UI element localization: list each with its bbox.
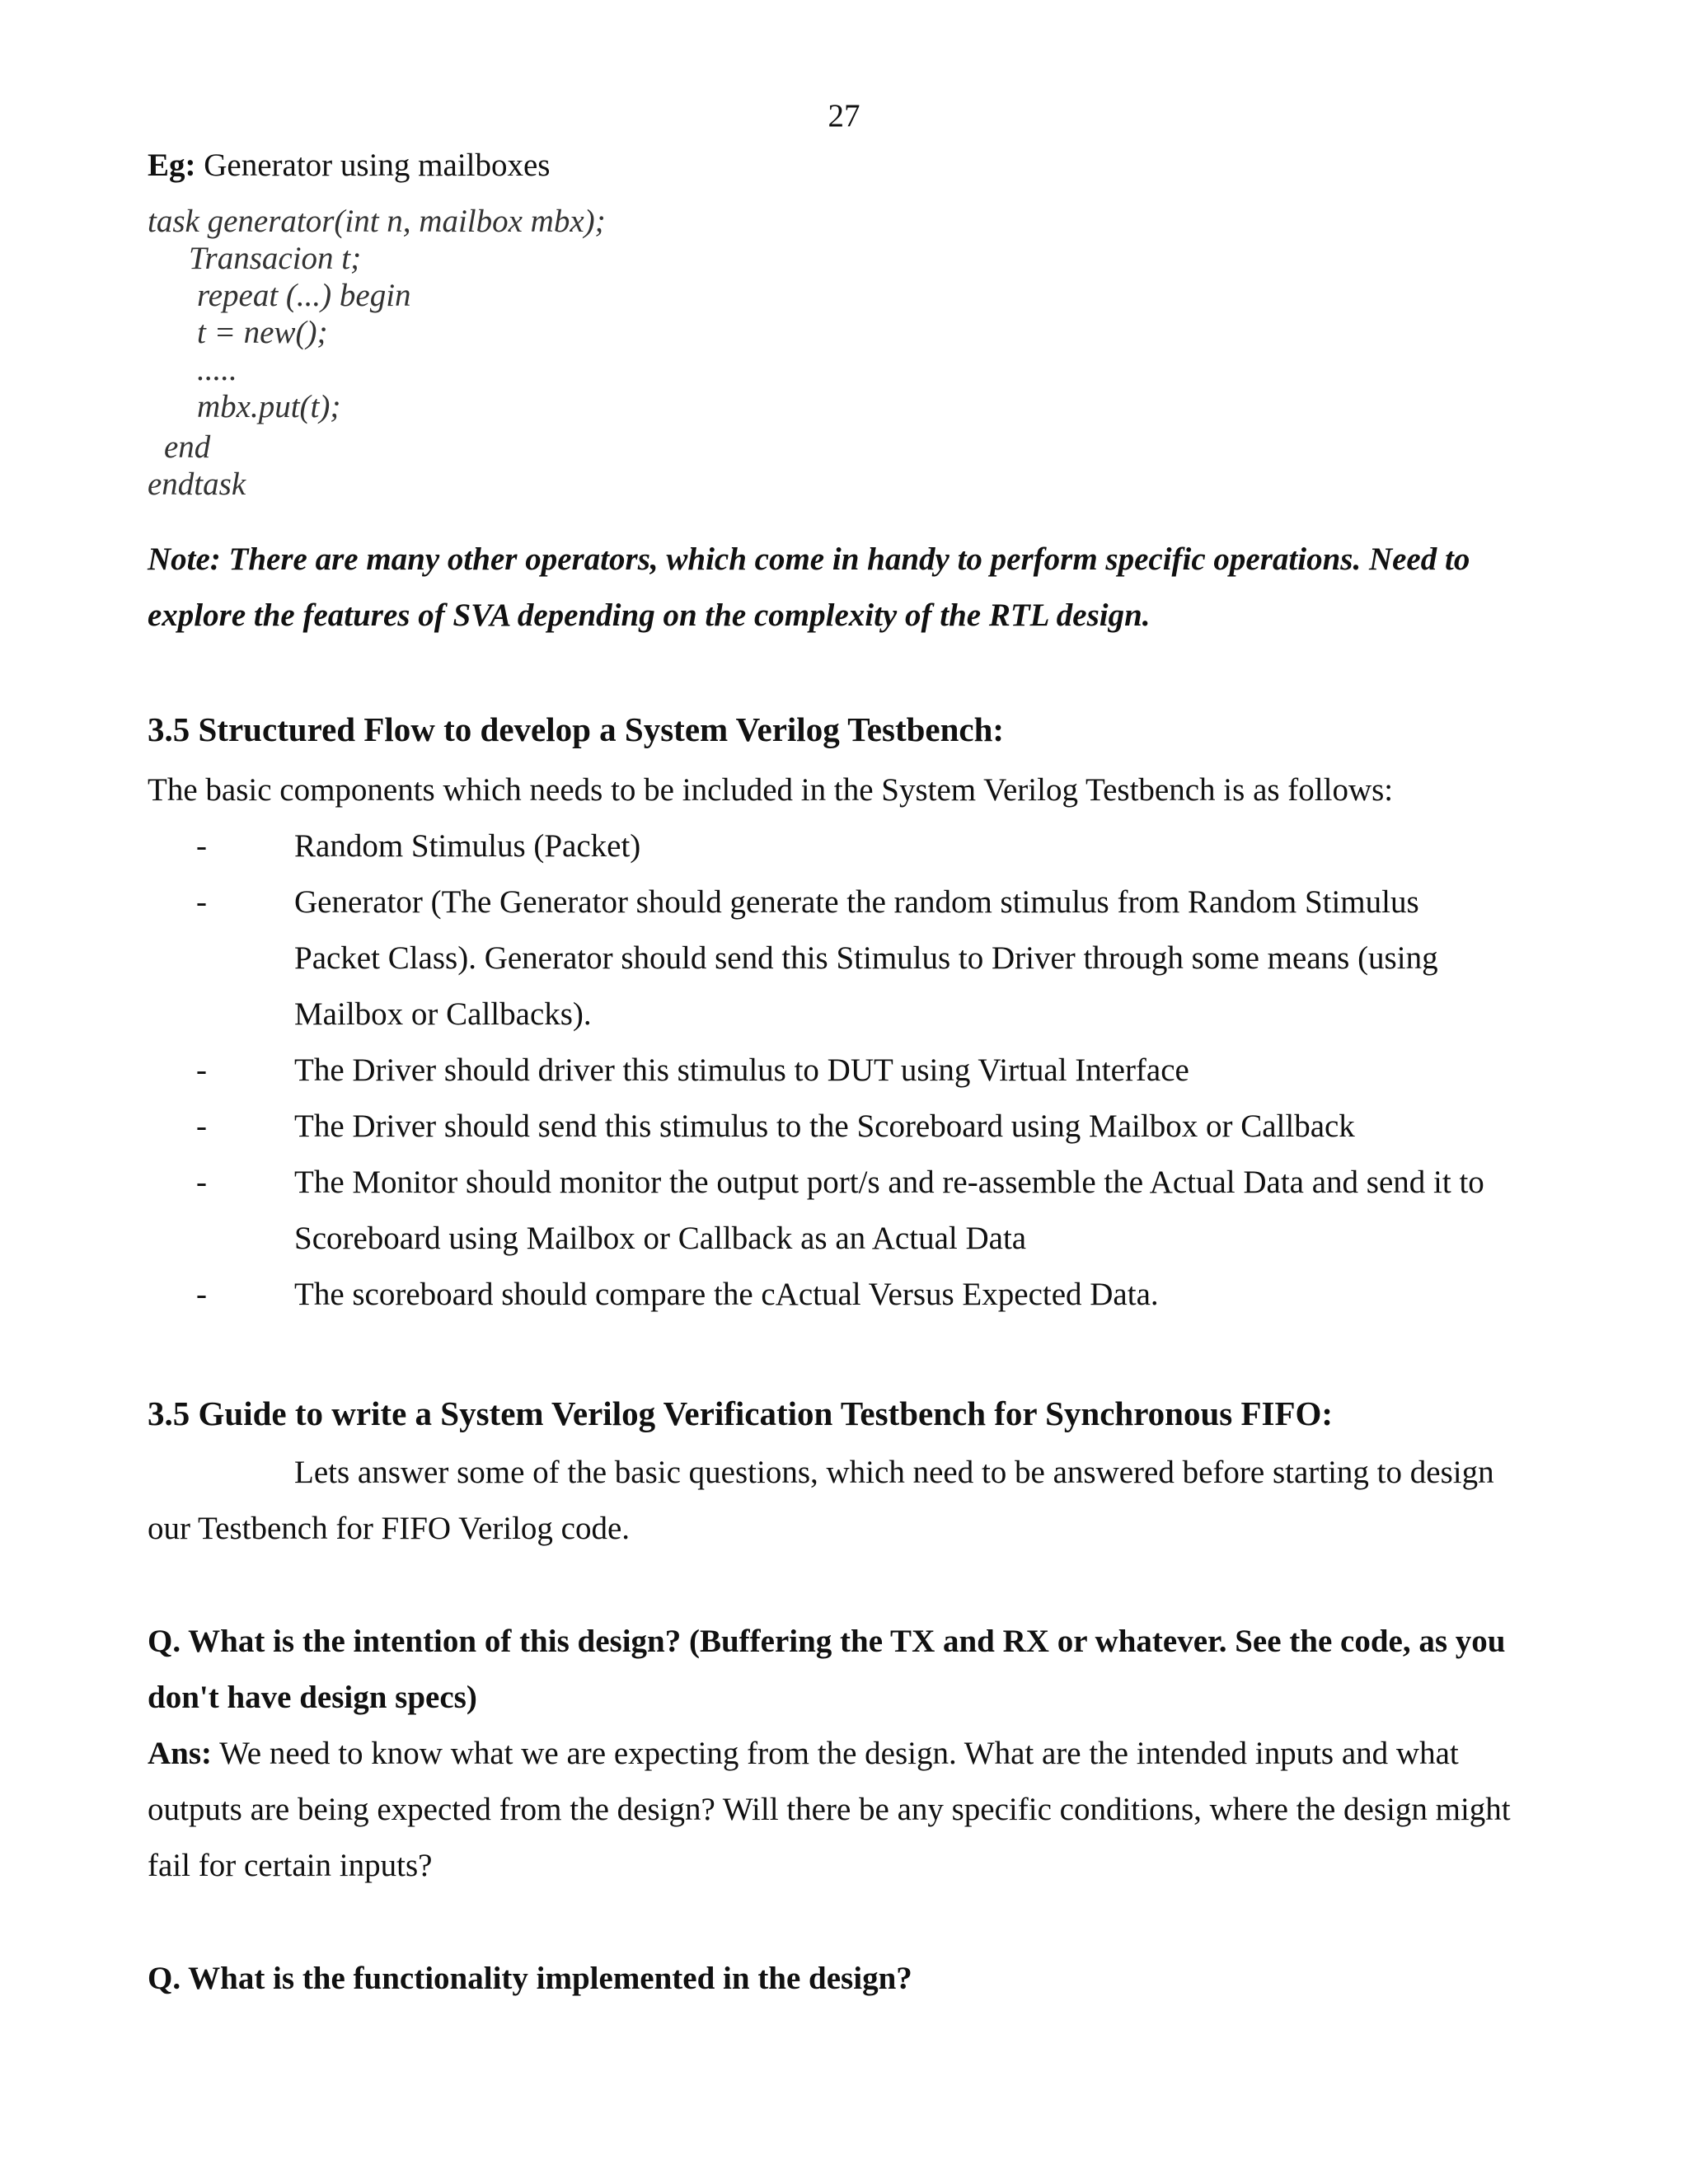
paragraph-line: our Testbench for FIFO Verilog code. bbox=[148, 1511, 631, 1546]
list-item: The Driver should send this stimulus to the Scoreboard using Mailbox or Callback bbox=[294, 1108, 1355, 1144]
note-line: explore the features of SVA depending on the complexity of the RTL design. bbox=[148, 598, 1151, 633]
example-heading bbox=[148, 147, 550, 185]
question-line: Q. What is the intention of this design? (Buffering the TX and RX or whatever. See the code, as you bbox=[148, 1624, 1506, 1659]
code-line: endtask bbox=[148, 466, 246, 502]
list-item-continuation: Packet Class). Generator should send this Stimulus to Driver through some means (using bbox=[294, 940, 1438, 976]
list-bullet-dash: - bbox=[196, 1052, 207, 1088]
question-line: Q. What is the functionality implemented in the design? bbox=[148, 1961, 912, 1996]
code-line: Transacion t; bbox=[189, 241, 362, 276]
list-item-continuation: Mailbox or Callbacks). bbox=[294, 996, 592, 1032]
list-bullet-dash: - bbox=[196, 1277, 207, 1312]
list-item: The Driver should driver this stimulus to DUT using Virtual Interface bbox=[294, 1052, 1189, 1088]
paragraph-line: Lets answer some of the basic questions, which need to be answered before starting to design bbox=[294, 1455, 1494, 1490]
list-item: Random Stimulus (Packet) bbox=[294, 828, 641, 864]
code-line: t = new(); bbox=[197, 315, 328, 350]
page-number: 27 bbox=[828, 98, 860, 134]
code-line: end bbox=[164, 429, 211, 465]
list-bullet-dash: - bbox=[196, 884, 207, 920]
list-bullet-dash: - bbox=[196, 1108, 207, 1144]
code-line: mbx.put(t); bbox=[197, 389, 341, 424]
list-bullet-dash: - bbox=[196, 828, 207, 864]
code-line: ..... bbox=[197, 352, 237, 387]
section-heading-structured-flow: 3.5 Structured Flow to develop a System Verilog Testbench: bbox=[148, 710, 1005, 748]
list-bullet-dash: - bbox=[196, 1165, 207, 1200]
code-line: task generator(int n, mailbox mbx); bbox=[148, 204, 606, 239]
section-intro: The basic components which needs to be included in the System Verilog Testbench is as follows: bbox=[148, 772, 1394, 808]
answer-line: outputs are being expected from the design? Will there be any specific conditions, where the design might bbox=[148, 1792, 1511, 1827]
answer-label: Ans: bbox=[148, 1736, 213, 1771]
list-item-continuation: Scoreboard using Mailbox or Callback as an Actual Data bbox=[294, 1221, 1027, 1256]
list-item: Generator (The Generator should generate the random stimulus from Random Stimulus bbox=[294, 884, 1419, 920]
answer-text: We need to know what we are expecting from the design. What are the intended inputs and what bbox=[212, 1736, 1459, 1771]
answer-line: fail for certain inputs? bbox=[148, 1848, 433, 1883]
answer-line bbox=[148, 1735, 1459, 1773]
section-heading-guide: 3.5 Guide to write a System Verilog Verification Testbench for Synchronous FIFO: bbox=[148, 1394, 1334, 1432]
code-line: repeat (...) begin bbox=[197, 278, 411, 313]
question-line: don't have design specs) bbox=[148, 1680, 477, 1715]
list-item: The scoreboard should compare the cActual Versus Expected Data. bbox=[294, 1277, 1159, 1312]
list-item: The Monitor should monitor the output port/s and re-assemble the Actual Data and send it to bbox=[294, 1165, 1484, 1200]
note-line: Note: There are many other operators, which come in handy to perform specific operations. Need to bbox=[148, 541, 1470, 577]
example-label: Eg: bbox=[148, 148, 196, 183]
example-title: Generator using mailboxes bbox=[195, 148, 551, 183]
